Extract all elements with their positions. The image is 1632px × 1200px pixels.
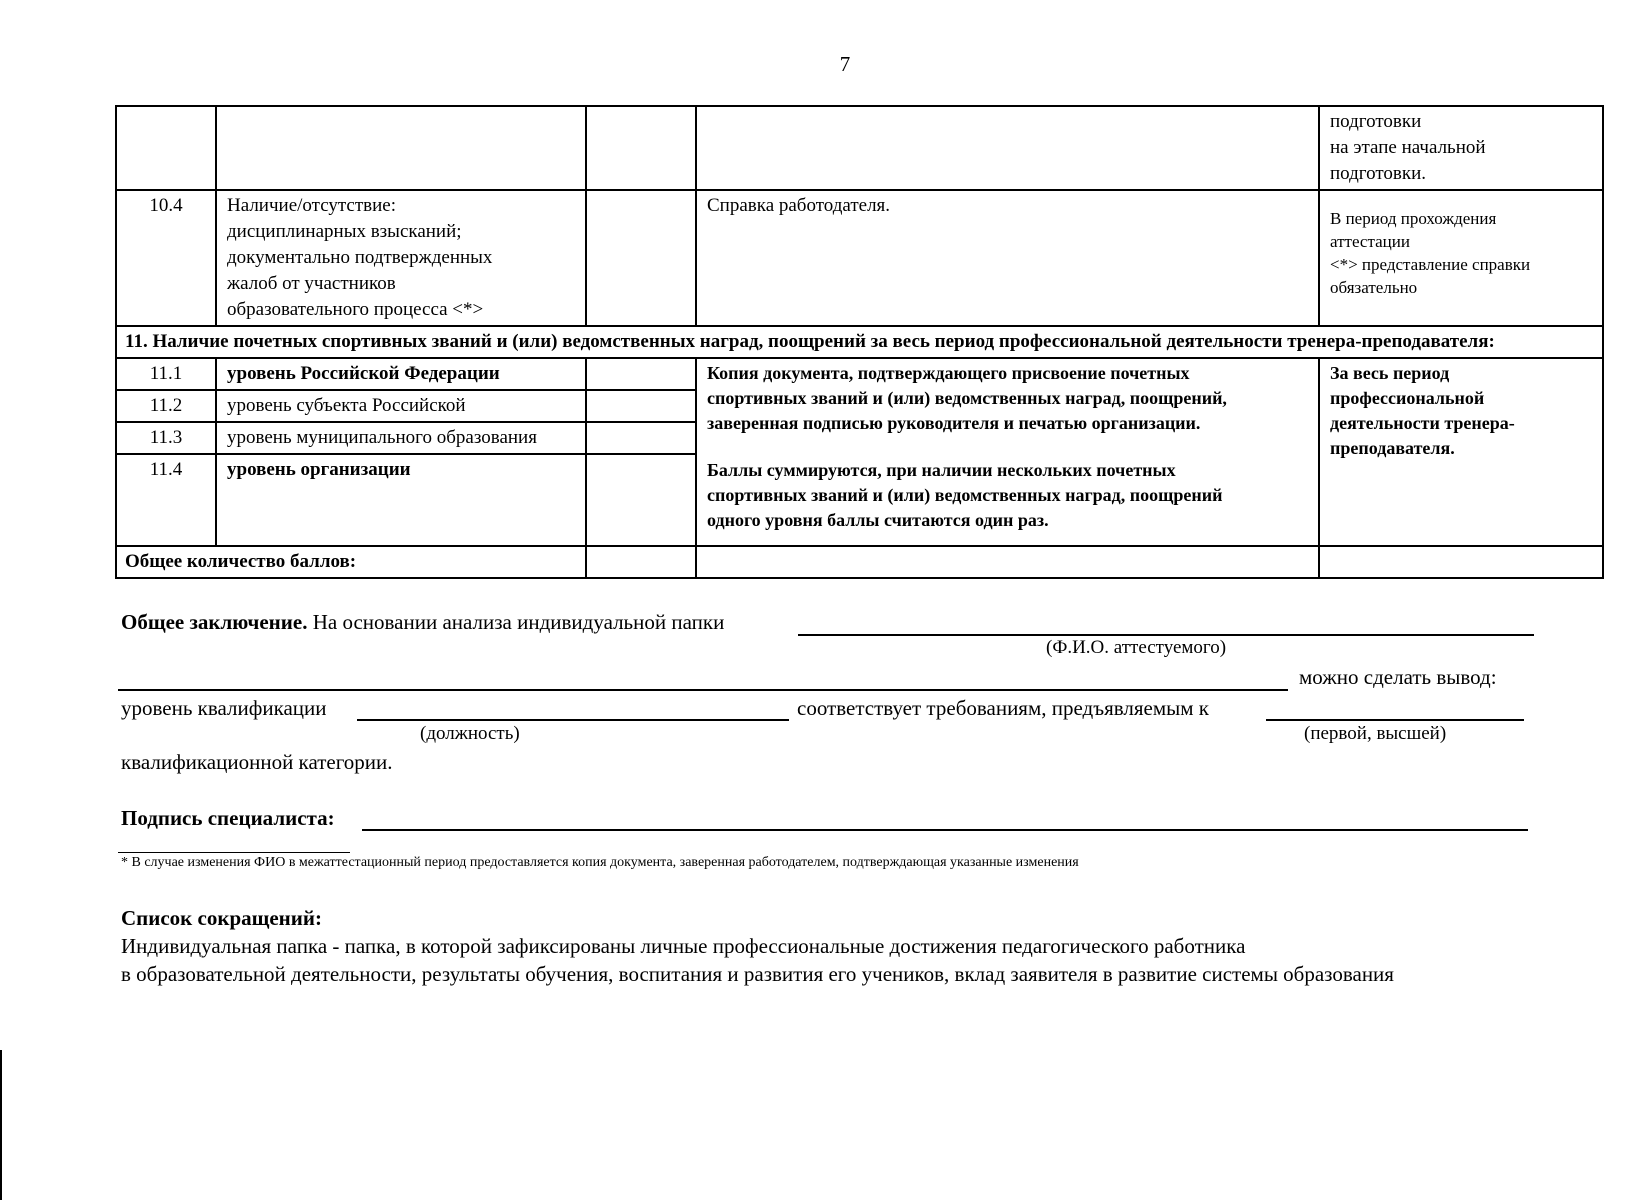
- cell-num: 11.2: [116, 390, 216, 422]
- note-line: на этапе начальной: [1330, 137, 1486, 158]
- sum-rule-line: спортивных званий и (или) ведомственных наград, поощрений: [707, 485, 1223, 505]
- name-line: жалоб от участников: [227, 273, 396, 294]
- signature-label: Подпись специалиста:: [121, 806, 335, 830]
- name-line: образовательного процесса <*>: [227, 299, 484, 320]
- cell-name: уровень Российской Федерации: [216, 358, 586, 390]
- conclusion-text: На основании анализа индивидуальной папки: [312, 610, 725, 634]
- note-line: <*> представление справки: [1330, 255, 1531, 274]
- cell-num: 10.4: [116, 190, 216, 326]
- sum-rule-line: Баллы суммируются, при наличии нескольких почетных: [707, 460, 1176, 480]
- cell-points-empty: [586, 422, 696, 454]
- note-line: обязательно: [1330, 278, 1418, 297]
- cell-note: [1319, 190, 1603, 326]
- cell-document-empty: [696, 106, 1319, 190]
- criteria-table: [115, 105, 1604, 579]
- abbreviations-line: в образовательной деятельности, результаты обучения, воспитания и развития его учеников, вклад заявителя в развитие системы образования: [121, 962, 1394, 986]
- sum-rule-line: одного уровня баллы считаются один раз.: [707, 510, 1049, 530]
- cell-points-empty: [586, 358, 696, 390]
- section-11-header-row: [116, 326, 1603, 358]
- document-line: заверенная подписью руководителя и печатью организации.: [707, 413, 1201, 433]
- cell-document-section-11: [696, 358, 1319, 546]
- conclusion-label: Общее заключение.: [121, 610, 308, 634]
- footnote-text: * В случае изменения ФИО в межаттестационный период предоставляется копия документа, заверенная работодателем, подтверждающая указанные изменения: [121, 855, 1079, 870]
- cell-period-section-11: [1319, 358, 1603, 546]
- scan-edge-line: [0, 1050, 2, 1200]
- meets-requirements-text: соответствует требованиям, предъявляемым к: [797, 696, 1209, 720]
- qualification-category-text: квалификационной категории.: [121, 750, 393, 774]
- name-line: дисциплинарных взысканий;: [227, 221, 462, 242]
- footnote-separator: [118, 852, 350, 853]
- cell-points-empty: [586, 390, 696, 422]
- cell-total-empty: [1319, 546, 1603, 578]
- cell-points-empty: [586, 454, 696, 546]
- period-line: деятельности тренера-: [1330, 413, 1515, 433]
- name-line: Наличие/отсутствие:: [227, 195, 396, 216]
- category-blank-line: [1266, 719, 1524, 721]
- table-row-continuation: [116, 106, 1603, 190]
- abbreviations-line: Индивидуальная папка - папка, в которой зафиксированы личные профессиональные достижения педагогического работника: [121, 934, 1246, 958]
- cell-name: уровень организации: [216, 454, 586, 546]
- name-line: документально подтвержденных: [227, 247, 493, 268]
- cell-name-empty: [216, 106, 586, 190]
- cell-num: 11.1: [116, 358, 216, 390]
- cell-num: 11.4: [116, 454, 216, 546]
- conclusion-result-text: можно сделать вывод:: [1299, 665, 1497, 689]
- cell-name: уровень субъекта Российской: [216, 390, 586, 422]
- position-blank-line: [357, 719, 789, 721]
- fio-blank-line: [798, 634, 1534, 636]
- document-line: спортивных званий и (или) ведомственных наград, поощрений,: [707, 388, 1227, 408]
- cell-name: уровень муниципального образования: [216, 422, 586, 454]
- conclusion-intro: [121, 610, 724, 635]
- period-line: За весь период: [1330, 363, 1450, 383]
- note-line: аттестации: [1330, 232, 1410, 251]
- cell-points-empty: [586, 190, 696, 326]
- cell-num: 11.3: [116, 422, 216, 454]
- category-caption: (первой, высшей): [1304, 723, 1447, 744]
- note-line: подготовки.: [1330, 163, 1427, 184]
- cell-total-points: [586, 546, 696, 578]
- signature-blank-line: [362, 829, 1528, 831]
- note-line: В период прохождения: [1330, 209, 1497, 228]
- cell-note-continuation: [1319, 106, 1603, 190]
- section-11-title: 11. Наличие почетных спортивных званий и (или) ведомственных наград, поощрений за весь период профессиональной деятельности тренера-преподавателя:: [116, 326, 1603, 358]
- cell-points-empty: [586, 106, 696, 190]
- table-row-11-1: [116, 358, 1603, 390]
- position-caption: (должность): [420, 723, 520, 744]
- qualification-level-label: уровень квалификации: [121, 696, 327, 720]
- period-line: преподавателя.: [1330, 438, 1455, 458]
- note-line: подготовки: [1330, 111, 1422, 132]
- fio-caption: (Ф.И.О. аттестуемого): [1046, 637, 1227, 658]
- page-number: 7: [839, 52, 851, 76]
- table-row-total: [116, 546, 1603, 578]
- cell-total-empty: [696, 546, 1319, 578]
- fio-continuation-line: [118, 689, 1288, 691]
- abbreviations-title: Список сокращений:: [121, 906, 322, 930]
- cell-document: Справка работодателя.: [696, 190, 1319, 326]
- cell-num-empty: [116, 106, 216, 190]
- total-label: Общее количество баллов:: [116, 546, 586, 578]
- table-row-10-4: [116, 190, 1603, 326]
- cell-name: [216, 190, 586, 326]
- period-line: профессиональной: [1330, 388, 1485, 408]
- document-line: Копия документа, подтверждающего присвоение почетных: [707, 363, 1190, 383]
